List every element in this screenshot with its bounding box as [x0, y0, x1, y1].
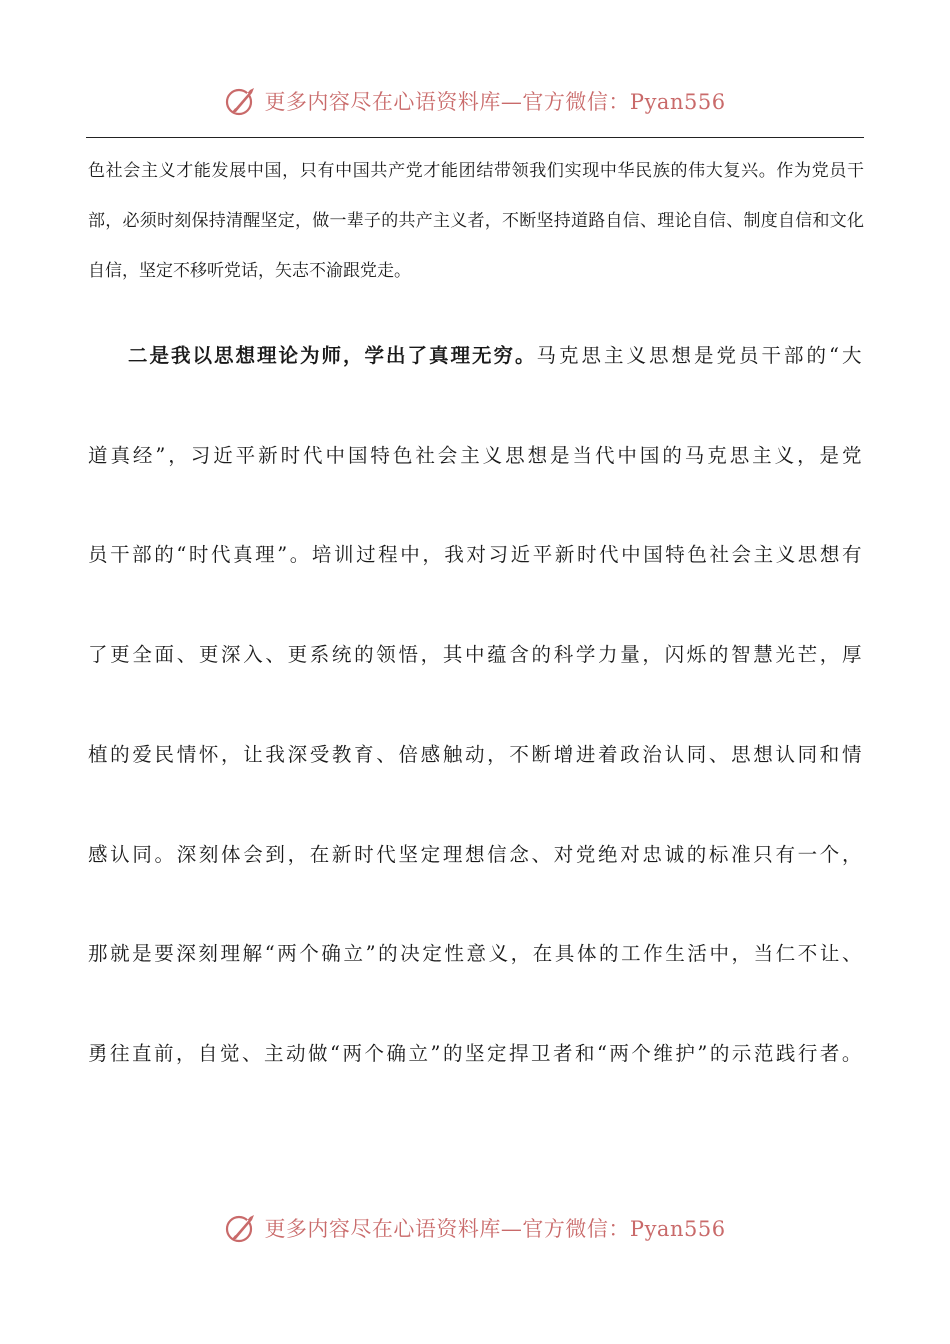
paragraph-lead-heading: 二是我以思想理论为师，学出了真理无穷。 [128, 344, 537, 367]
quill-logo-icon [224, 1211, 258, 1245]
header-banner [0, 84, 950, 118]
footer-banner [0, 1211, 950, 1245]
quill-logo-icon [224, 84, 258, 118]
header-banner-text: 更多内容尽在心语资料库—官方微信：Pyan556 [264, 90, 726, 114]
paragraph-continued: 色社会主义才能发展中国，只有中国共产党才能团结带领我们实现中华民族的伟大复兴。作为党员干部，必须时刻保持清醒坚定，做一辈子的共产主义者，不断坚持道路自信、理论自信、制度自信和文化自信，坚定不移听党话，矢志不渝跟党走。 [88, 161, 864, 281]
footer-banner-text: 更多内容尽在心语资料库—官方微信：Pyan556 [264, 1217, 726, 1241]
paragraph-body-text: 马克思主义思想是党员干部的“大道真经”，习近平新时代中国特色社会主义思想是当代中国的马克思主义，是党员干部的“时代真理”。培训过程中，我对习近平新时代中国特色社会主义思想有了更全面、更深入、更系统的领悟，其中蕴含的科学力量，闪烁的智慧光芒，厚植的爱民情怀，让我深受教育、倍感触动，不断增进着政治认同、思想认同和情感认同。深刻体会到，在新时代坚定理想信念、对党绝对忠诚的标准只有一个，那就是要深刻理解“两个确立”的决定性意义，在具体的工作生活中，当仁不让、勇往直前，自觉、主动做“两个确立”的坚定捍卫者和“两个维护”的示范践行者。 [88, 344, 864, 1065]
paragraph-second-point [88, 306, 864, 1104]
header-divider [86, 137, 864, 138]
